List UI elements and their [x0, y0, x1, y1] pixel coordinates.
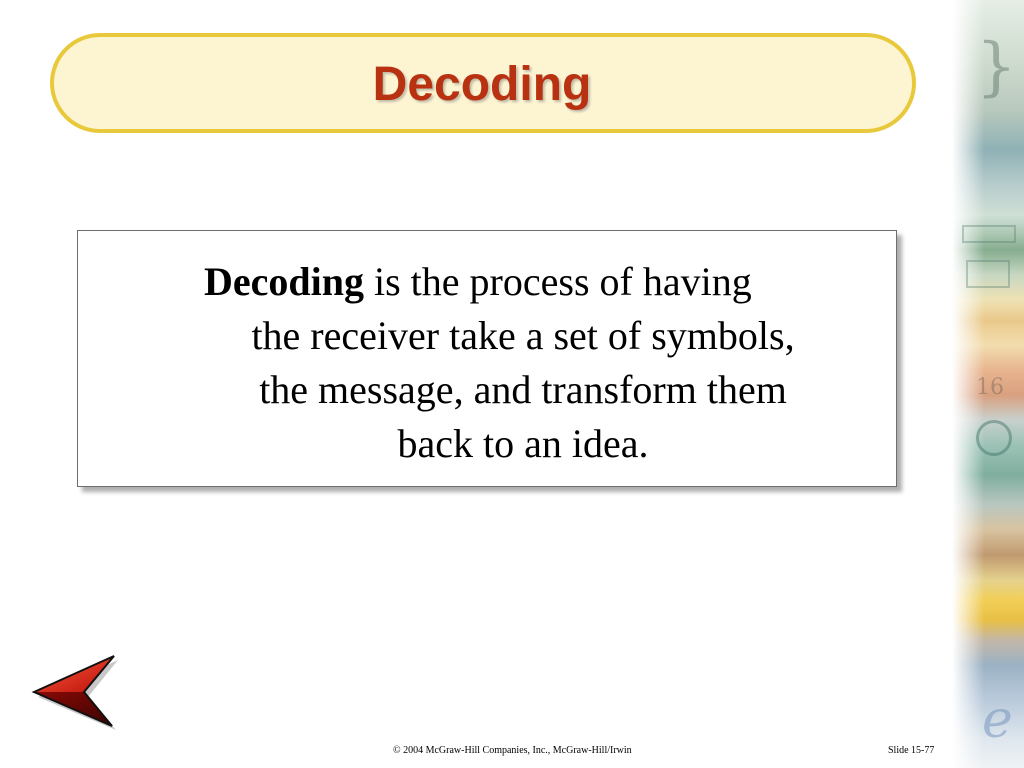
definition-line-3: the message, and transform them: [259, 367, 787, 412]
definition-line-1: [204, 255, 848, 309]
footer-slide-number: Slide 15-77: [888, 745, 935, 756]
footer-copyright: © 2004 McGraw-Hill Companies, Inc., McGraw-Hill/Irwin: [393, 745, 632, 756]
slide-title: Decoding: [372, 58, 592, 111]
definition-line-2: the receiver take a set of symbols,: [251, 313, 795, 358]
definition-line-4: back to an idea.: [397, 421, 649, 466]
box-decoration-icon: [966, 260, 1010, 288]
number-decoration-icon: 16: [976, 375, 1004, 400]
definition-term: Decoding: [204, 259, 364, 304]
decorative-side-strip: [952, 0, 1024, 768]
box-decoration-icon: [962, 225, 1016, 243]
back-arrow-icon[interactable]: [30, 652, 120, 732]
definition-line-1-rest: is the process of having: [364, 259, 752, 304]
brace-decoration-icon: }: [976, 30, 1017, 104]
definition-text: [198, 255, 848, 471]
definition-box: [77, 230, 897, 487]
circle-decoration-icon: [976, 420, 1012, 456]
script-decoration-icon: e: [982, 690, 1013, 750]
